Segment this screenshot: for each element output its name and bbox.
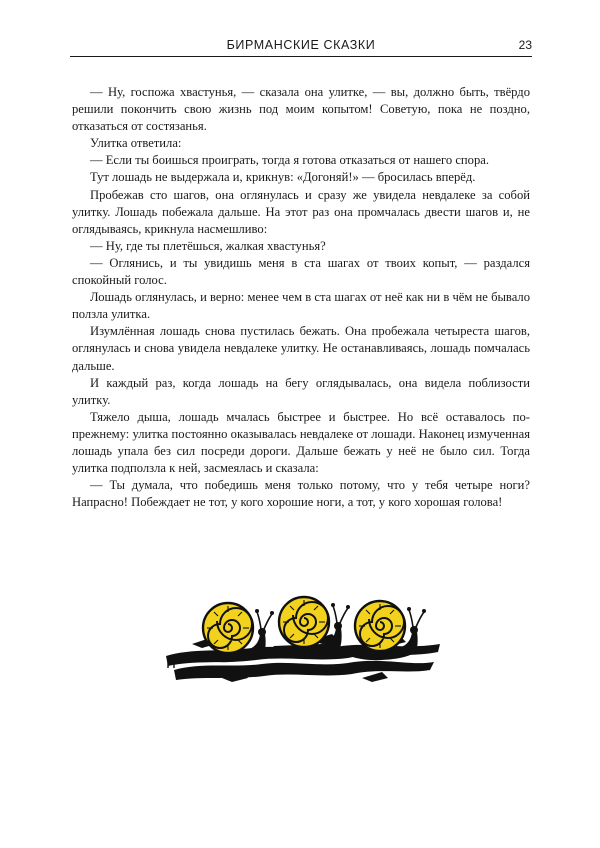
page-number: 23 [518, 38, 532, 52]
paragraph: — Ну, госпожа хвастунья, — сказала она улитке, — вы, должно быть, твёрдо решили покончить свою жизнь под моим копытом! Советую, пока не поздно, отказаться от состязанья. [72, 85, 530, 134]
snail-1 [194, 603, 274, 662]
running-title: БИРМАНСКИЕ СКАЗКИ [226, 38, 376, 52]
paragraph: — Оглянись, и ты увидишь меня в ста шагах от твоих копыт, — раздался спокойный голос. [72, 255, 530, 288]
paragraph: — Ты думала, что победишь меня только потому, что у тебя четыре ноги? Напрасно! Побеждает не тот, у кого хорошие ноги, а тот, у кого хорошая голова! [72, 478, 530, 510]
story-text [72, 84, 530, 511]
paragraph: — Если ты боишься проиграть, тогда я готова отказаться от нашего спора. [90, 153, 489, 168]
paragraph: Тут лошадь не выдержала и, крикнув: «Догоняй!» — бросилась вперёд. [90, 170, 476, 185]
paragraph: И каждый раз, когда лошадь на бегу оглядывалась, она видела поблизости улитку. [72, 375, 530, 407]
paragraph: — Ну, где ты плетёшься, жалкая хвастунья? [90, 238, 326, 253]
paragraph: Тяжело дыша, лошадь мчалась быстрее и быстрее. Но всё оставалось по-прежнему: улитка постоянно оказывалась невдалеке от лошади. Наконец измученная лошадь упала без сил посреди дороги. Дальше бежать у неё не было сил. Тогда улитка подползла к ней, засмеялась и сказала: [72, 409, 530, 476]
snail-2 [270, 597, 350, 656]
paragraph: Изумлённая лошадь снова пустилась бежать. Она пробежала четыреста шагов, оглянулась и снова увидела невдалеке улитку. Не останавливаясь, лошадь помчалась дальше. [72, 324, 530, 373]
paragraph: Лошадь оглянулась, и верно: менее чем в ста шагах от неё как ни в чём не бывало ползла улитка. [72, 290, 530, 322]
snails-illustration [162, 582, 444, 688]
paragraph: Улитка ответила: [90, 136, 182, 151]
paragraph: Пробежав сто шагов, она оглянулась и сразу же увидела невдалеке за собой улитку. Лошадь побежала дальше. На этот раз она промчалась двести шагов и, не оглядываясь, крикнула насмешливо: [72, 187, 530, 236]
snail-3 [346, 601, 426, 660]
running-header [70, 36, 532, 57]
